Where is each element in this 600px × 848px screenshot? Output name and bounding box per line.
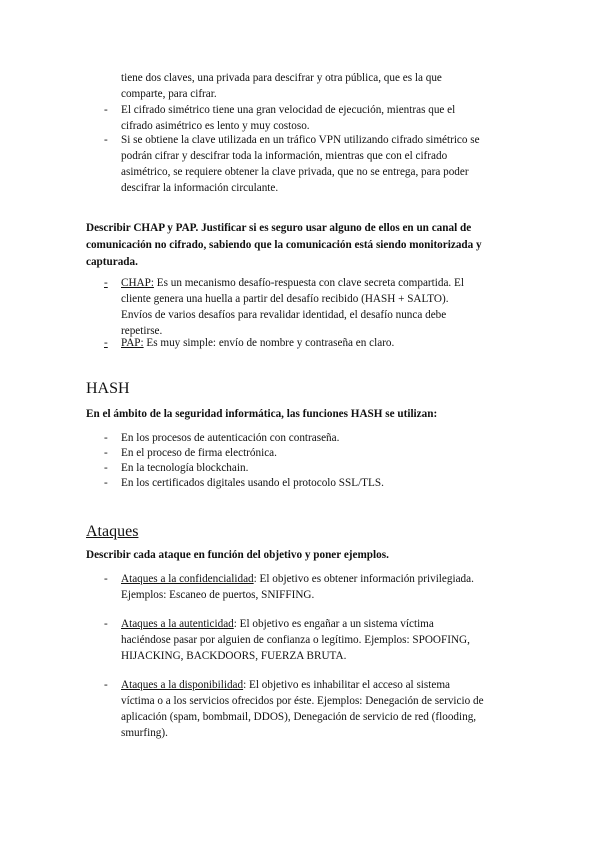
bullet-dash: - (104, 104, 108, 116)
hash-heading: HASH (86, 380, 130, 397)
bullet-dash: - (104, 477, 108, 489)
ataques-heading: Ataques (86, 523, 139, 540)
list-item: En los procesos de autenticación con contraseña. (121, 432, 340, 444)
list-item: Si se obtiene la clave utilizada en un tráfico VPN utilizando cifrado simétrico se podrán cifrar y descifrar toda la información, mientras que con el cifrado asimétrico, se requiere obtener la clave privada, que no se entrega, para poder descifrar la información circulante. (121, 134, 480, 194)
list-item: El cifrado simétrico tiene una gran velocidad de ejecución, mientras que el cifrado asimétrico es lento y muy costoso. (121, 104, 456, 132)
chap-item: CHAP: Es un mecanismo desafío-respuesta con clave secreta compartida. El cliente genera una huella a partir del desafío recibido (HASH + SALTO). Envíos de varios desafíos para revalidar identidad, el desafío nunca debe repetirse. (121, 277, 464, 337)
bullet-dash: - (104, 573, 108, 585)
attack-availability-item: Ataques a la disponibilidad: El objetivo es inhabilitar el acceso al sistema víctima o a los servicios ofrecidos por éste. Ejemplos: Denegación de servicio de aplicación (spam, bombmail, DDOS), Denegación de servicio de red (flooding, smurfing). (121, 679, 484, 739)
bullet-dash: - (104, 462, 108, 474)
attack-term: Ataques a la disponibilidad (121, 679, 244, 691)
bullet-dash: - (104, 277, 108, 289)
pap-term: PAP: (121, 337, 144, 349)
attack-term: Ataques a la autenticidad (121, 618, 234, 630)
ataques-question: Describir cada ataque en función del objetivo y poner ejemplos. (86, 549, 389, 561)
bullet-dash: - (104, 618, 108, 630)
list-item: En el proceso de firma electrónica. (121, 447, 277, 459)
bullet-dash: - (104, 134, 108, 146)
bullet-dash: - (104, 447, 108, 459)
bullet-dash: - (104, 337, 108, 349)
pap-item: PAP: Es muy simple: envío de nombre y contraseña en claro. (121, 337, 395, 349)
attack-term: Ataques a la confidencialidad (121, 573, 254, 585)
list-item: En la tecnología blockchain. (121, 462, 249, 474)
chap-term: CHAP: (121, 277, 154, 289)
list-item: En los certificados digitales usando el protocolo SSL/TLS. (121, 477, 384, 489)
bullet-dash: - (104, 679, 108, 691)
attack-confidentiality-item: Ataques a la confidencialidad: El objetivo es obtener información privilegiada. Ejemplos: Escaneo de puertos, SNIFFING. (121, 573, 474, 601)
list-item-continuation: tiene dos claves, una privada para descifrar y otra pública, que es la que comparte, para cifrar. (121, 72, 442, 100)
chap-pap-question: Describir CHAP y PAP. Justificar si es seguro usar alguno de ellos en un canal de comunicación no cifrado, sabiendo que la comunicación está siendo monitorizada y capturada. (86, 222, 482, 268)
bullet-dash: - (104, 432, 108, 444)
attack-authenticity-item: Ataques a la autenticidad: El objetivo es engañar a un sistema víctima haciéndose pasar por alguien de confianza o legítimo. Ejemplos: SPOOFING, HIJACKING, BACKDOORS, FUERZA BRUTA. (121, 618, 470, 662)
hash-question: En el ámbito de la seguridad informática, las funciones HASH se utilizan: (86, 408, 438, 420)
